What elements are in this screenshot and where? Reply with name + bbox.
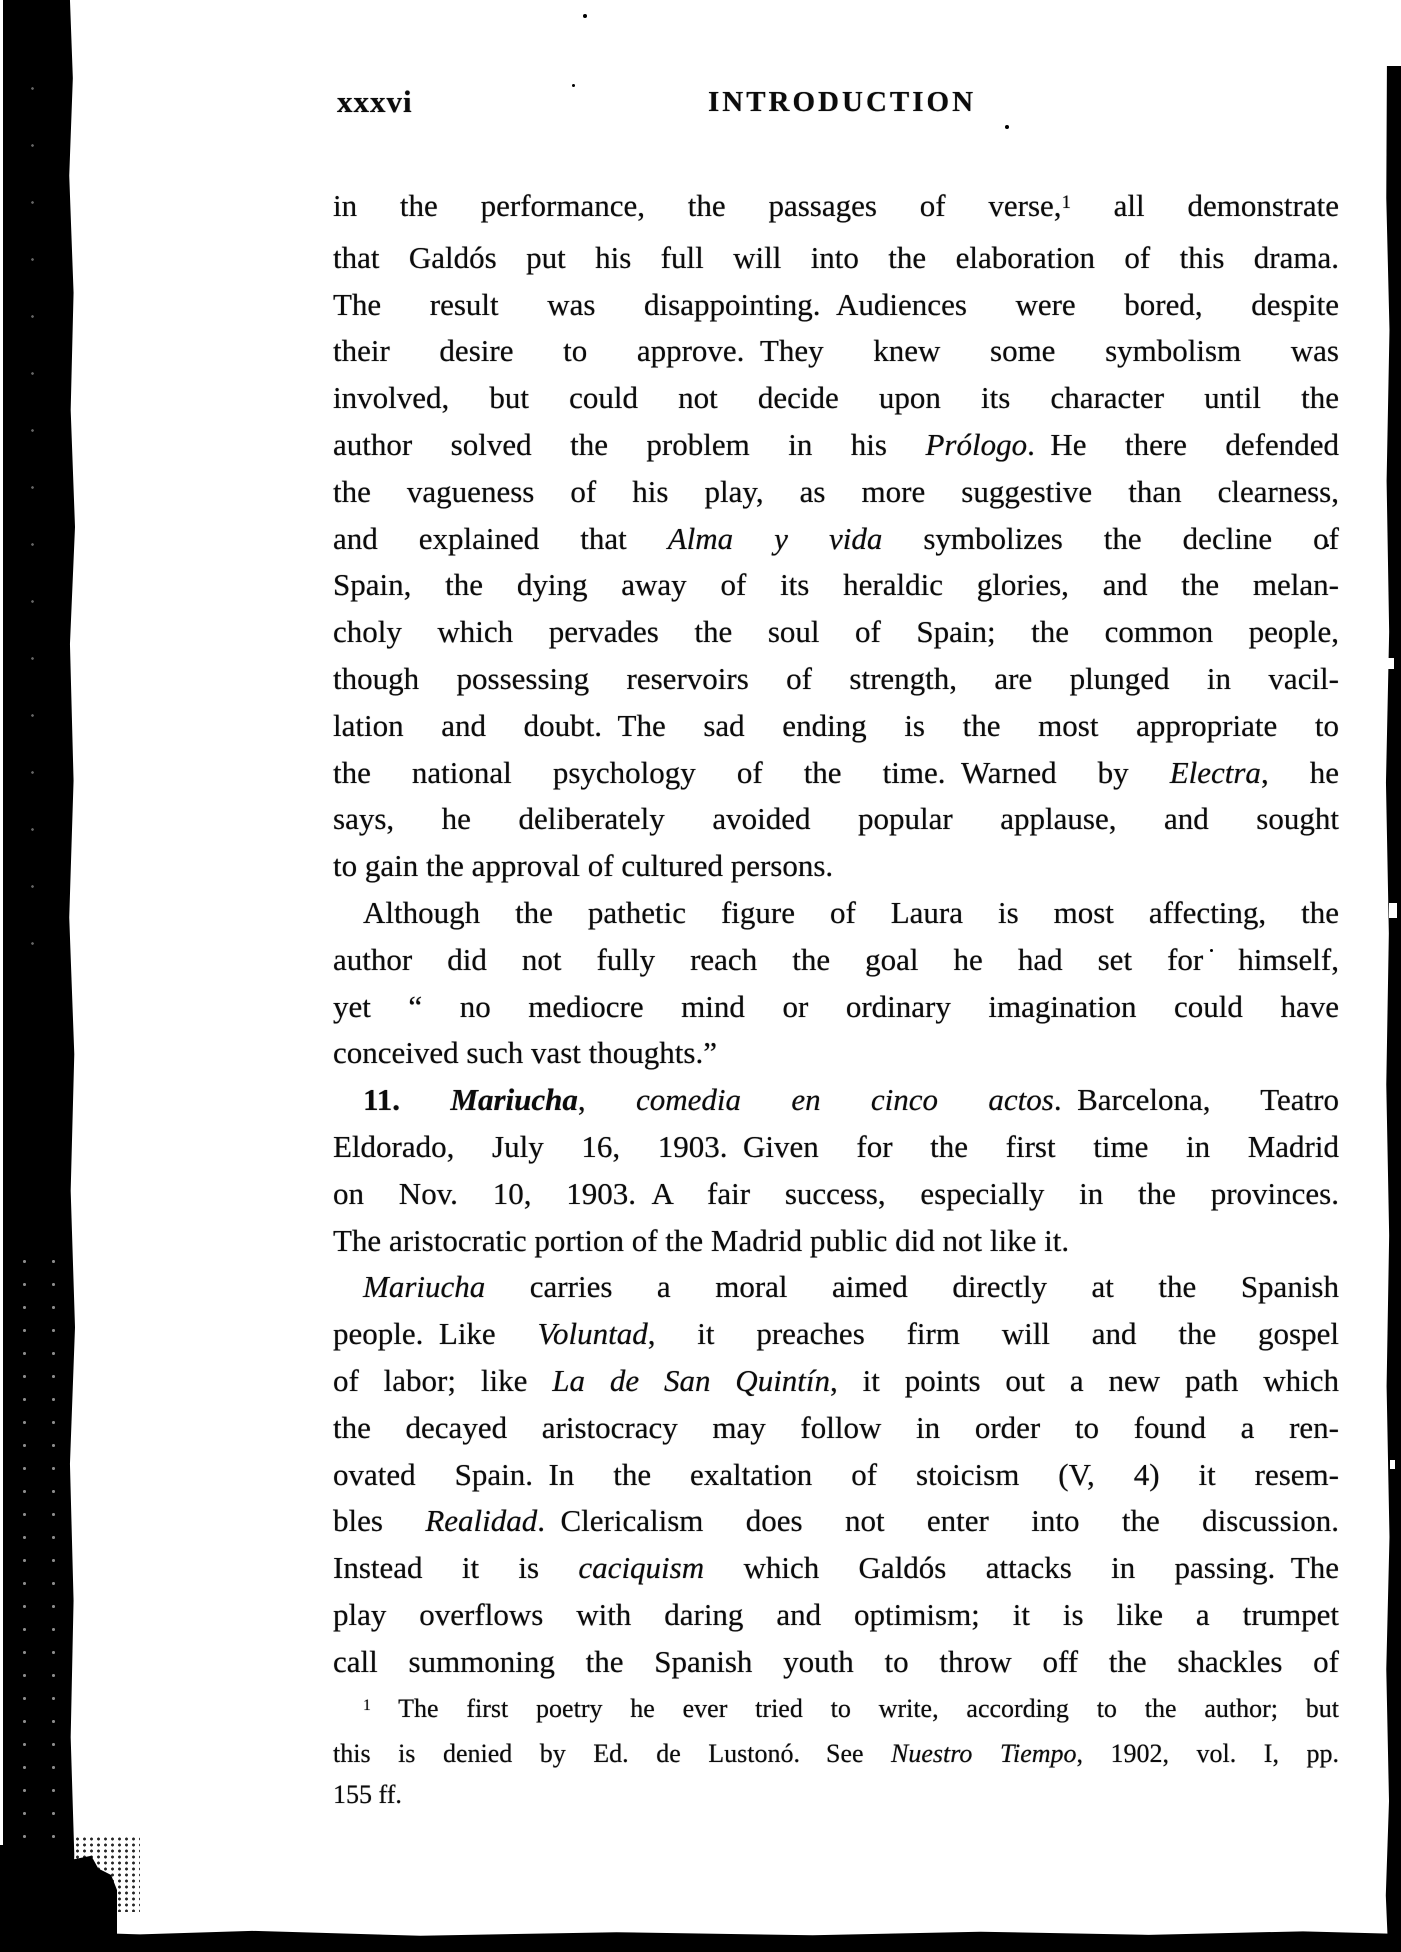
paragraph bbox=[333, 183, 1339, 890]
running-header bbox=[333, 84, 1339, 126]
scan-noise bbox=[12, 60, 64, 960]
text-line: Eldorado, July 16, 1903. Given for the first time in Madrid bbox=[333, 1128, 1339, 1164]
scan-bottom-edge bbox=[0, 1930, 1401, 1952]
text-line: their desire to approve. They knew some symbolism was bbox=[333, 333, 1339, 369]
text-line: bles Realidad. Clericalism does not enter into the discussion. bbox=[333, 1503, 1340, 1539]
text-line: on Nov. 10, 1903. A fair success, especially in the provinces. bbox=[333, 1175, 1339, 1211]
text-line: yet “ no mediocre mind or ordinary imagination could have bbox=[333, 988, 1339, 1024]
text-line: play overflows with daring and optimism; it is like a trumpet bbox=[333, 1596, 1339, 1632]
text-line: Mariucha carries a moral aimed directly at the Spanish bbox=[363, 1269, 1339, 1305]
page-number: xxxvi bbox=[337, 84, 413, 119]
text-line: that Galdós put his full will into the elaboration of this drama. bbox=[333, 239, 1339, 275]
text-line: author did not fully reach the goal he had set for himself, bbox=[333, 941, 1339, 977]
text-line: though possessing reservoirs of strength, are plunged in vacil- bbox=[333, 660, 1339, 696]
text-line: choly which pervades the soul of Spain; the common people, bbox=[333, 614, 1339, 650]
text-line: Although the pathetic figure of Laura is most affecting, the bbox=[363, 894, 1339, 930]
text-line: the vagueness of his play, as more suggestive than clearness, bbox=[333, 473, 1339, 509]
text-line: ovated Spain. In the exaltation of stoicism (V, 4) it resem- bbox=[333, 1456, 1339, 1492]
scan-noise bbox=[10, 1250, 68, 1890]
text-line: says, he deliberately avoided popular applause, and sought bbox=[333, 801, 1339, 837]
text-line: $^1$ The first poetry he ever tried to write, according to the author; but bbox=[363, 1694, 1339, 1723]
scan-halftone-speckle bbox=[60, 1836, 140, 1912]
running-head-title: INTRODUCTION bbox=[707, 86, 977, 118]
text-line: this is denied by Ed. de Lustonó. See Nuestro Tiempo, 1902, vol. I, pp. bbox=[333, 1739, 1339, 1768]
text-line: lation and doubt. The sad ending is the most appropriate to bbox=[333, 707, 1339, 743]
text-line: to gain the approval of cultured persons. bbox=[333, 848, 834, 884]
footnote bbox=[333, 1688, 1339, 1815]
text-line: conceived such vast thoughts.” bbox=[333, 1035, 717, 1071]
scan-right-edge bbox=[1385, 66, 1401, 1952]
text-line: 11. Mariucha, comedia en cinco actos. Barcelona, Teatro bbox=[363, 1082, 1339, 1118]
text-line: call summoning the Spanish youth to throw off the shackles of bbox=[333, 1643, 1339, 1679]
paragraph bbox=[333, 1264, 1339, 1685]
text-line: of labor; like La de San Quintín, it points out a new path which bbox=[333, 1362, 1340, 1398]
text-line: Spain, the dying away of its heraldic glories, and the melan- bbox=[333, 567, 1339, 603]
paragraph bbox=[333, 1077, 1339, 1264]
text-line: in the performance, the passages of verse,$^1$ all demonstrate bbox=[333, 188, 1339, 223]
text-line: The aristocratic portion of the Madrid public did not like it. bbox=[333, 1222, 1070, 1258]
text-line: The result was disappointing. Audiences were bored, despite bbox=[333, 286, 1339, 322]
text-line: the national psychology of the time. Warned by Electra, he bbox=[333, 754, 1339, 790]
paragraph bbox=[333, 1688, 1339, 1815]
scan-notch bbox=[1390, 1460, 1395, 1469]
body-text bbox=[333, 183, 1339, 1686]
text-line: involved, but could not decide upon its character until the bbox=[333, 380, 1339, 416]
paragraph bbox=[333, 890, 1339, 1077]
text-line: and explained that Alma y vida symbolizes the decline of bbox=[333, 520, 1340, 556]
text-line: people. Like Voluntad, it preaches firm will and the gospel bbox=[333, 1316, 1339, 1352]
scan-notch bbox=[1388, 658, 1394, 669]
text-line: 155 ff. bbox=[333, 1780, 402, 1809]
text-line: Instead it is caciquism which Galdós attacks in passing. The bbox=[333, 1550, 1339, 1586]
text-line: the decayed aristocracy may follow in order to found a ren- bbox=[333, 1409, 1339, 1445]
text-line: author solved the problem in his Prólogo. He there defended bbox=[333, 426, 1339, 462]
scan-notch bbox=[1389, 903, 1397, 918]
scan-speck bbox=[583, 14, 587, 18]
